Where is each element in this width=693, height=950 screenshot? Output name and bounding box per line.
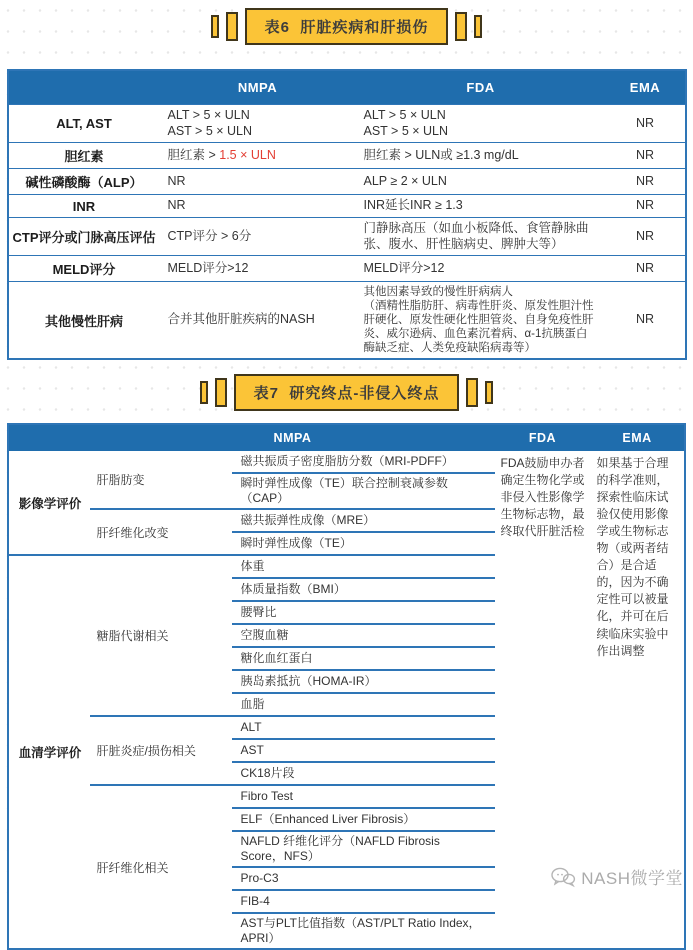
endpoint-item: 体质量指数（BMI） — [232, 578, 494, 601]
endpoint-item: NAFLD 纤维化评分（NAFLD Fibrosis Score，NFS） — [232, 831, 494, 867]
endpoint-item: CK18片段 — [232, 762, 494, 785]
table6-header-nmpa: NMPA — [160, 70, 356, 105]
table7-header-ema: EMA — [591, 424, 685, 451]
endpoint-item: 糖化血红蛋白 — [232, 647, 494, 670]
cell-ema: NR — [606, 105, 686, 143]
cell-ema: NR — [606, 169, 686, 195]
nash-logo-icon — [550, 866, 576, 888]
row-label: 其他慢性肝病 — [8, 282, 160, 360]
endpoint-item: Fibro Test — [232, 785, 494, 808]
table6-title-badge: 表6 肝脏疾病和肝损伤 — [245, 8, 449, 45]
endpoint-item: AST — [232, 739, 494, 762]
table7-header-empty — [8, 424, 90, 451]
badge-deco-bar — [455, 12, 467, 41]
endpoint-item: ALT — [232, 716, 494, 739]
cell-fda: ALP ≥ 2 × ULN — [356, 169, 606, 195]
table6-header-ema: EMA — [606, 70, 686, 105]
table7-header-fda: FDA — [495, 424, 591, 451]
table7-title-badge: 表7 研究终点-非侵入终点 — [234, 374, 460, 411]
table7-title-row — [0, 360, 693, 411]
cell-nmpa: 合并其他肝脏疾病的NASH — [160, 282, 356, 360]
table-row — [8, 217, 686, 255]
table6-liver-disease — [7, 69, 687, 360]
endpoint-item: 磁共振弹性成像（MRE） — [232, 509, 494, 532]
endpoint-item: 血脂 — [232, 693, 494, 716]
cell-nmpa: ALT > 5 × ULN AST > 5 × ULN — [160, 105, 356, 143]
table6-header-row — [8, 70, 686, 105]
endpoint-item: FIB-4 — [232, 890, 494, 913]
row-label: MELD评分 — [8, 256, 160, 282]
endpoint-item: Pro-C3 — [232, 867, 494, 890]
cell-nmpa: CTP评分 > 6分 — [160, 217, 356, 255]
group-label-imaging: 影像学评价 — [8, 451, 90, 555]
subgroup-label: 肝脂肪变 — [90, 451, 232, 509]
endpoint-item: 瞬时弹性成像（TE） — [232, 532, 494, 555]
endpoint-item: 胰岛素抵抗（HOMA-IR） — [232, 670, 494, 693]
row-label: 胆红素 — [8, 143, 160, 169]
watermark — [550, 864, 683, 889]
endpoint-item: 体重 — [232, 555, 494, 578]
table-row — [8, 256, 686, 282]
cell-fda: 胆红素 > ULN或 ≥1.3 mg/dL — [356, 143, 606, 169]
table-row — [8, 169, 686, 195]
row-label: CTP评分或门脉高压评估 — [8, 217, 160, 255]
cell-nmpa: NR — [160, 169, 356, 195]
table-row — [8, 143, 686, 169]
watermark-text: NASH微学堂 — [581, 869, 683, 888]
table-row — [8, 451, 684, 473]
cell-ema: NR — [606, 256, 686, 282]
cell-ema: NR — [606, 282, 686, 360]
row-label: INR — [8, 195, 160, 218]
table6-header-fda: FDA — [356, 70, 606, 105]
table6-header-empty — [8, 70, 160, 105]
subgroup-label: 糖脂代谢相关 — [90, 555, 232, 716]
cell-ema: NR — [606, 217, 686, 255]
cell-fda: 其他因素导致的慢性肝病病人 （酒精性脂肪肝、病毒性肝炎、原发性胆汁性肝硬化、原发性硬化性胆管炎、自身免疫性肝炎、威尔逊病、血色素沉着病、α-1抗胰蛋白酶缺乏症、人类免疫缺陷病毒等） — [356, 282, 606, 360]
subgroup-label: 肝纤维化改变 — [90, 509, 232, 555]
cell-fda: MELD评分>12 — [356, 256, 606, 282]
bilirubin-threshold-prefix: 胆红素 > — [167, 147, 220, 162]
endpoint-item: 空腹血糖 — [232, 624, 494, 647]
ema-note-cell: 如果基于合理的科学准则，探索性临床试验仅使用影像学或生物标志物（或两者结合）是合适的，因为不确定性可以被量化，并可在后续临床实验中作出调整 — [596, 456, 669, 658]
table-row — [8, 282, 686, 360]
cell-nmpa: NR — [160, 195, 356, 218]
table7-header-row — [8, 424, 684, 451]
endpoint-item: 瞬时弹性成像（TE）联合控制衰减参数（CAP） — [232, 473, 494, 509]
badge-deco-bar — [215, 378, 227, 407]
subgroup-label: 肝脏炎症/损伤相关 — [90, 716, 232, 785]
table7-header-nmpa: NMPA — [90, 424, 494, 451]
fda-note-cell: FDA鼓励申办者确定生物化学或非侵入性影像学生物标志物，最终取代肝脏活检 — [500, 456, 585, 539]
cell-ema: NR — [606, 195, 686, 218]
row-label: ALT, AST — [8, 105, 160, 143]
cell-ema: NR — [606, 143, 686, 169]
row-label: 碱性磷酸酶（ALP） — [8, 169, 160, 195]
cell-fda: 门静脉高压（如血小板降低、食管静脉曲张、腹水、肝性脑病史、脾肿大等） — [356, 217, 606, 255]
group-label-serology: 血清学评价 — [8, 555, 90, 949]
subgroup-label: 肝纤维化相关 — [90, 785, 232, 949]
table-row — [8, 195, 686, 218]
cell-nmpa: MELD评分>12 — [160, 256, 356, 282]
table-row — [8, 105, 686, 143]
bilirubin-threshold-highlight: 1.5 × ULN — [219, 147, 276, 162]
badge-deco-bar — [200, 381, 208, 404]
badge-deco-bar — [211, 15, 219, 38]
endpoint-item: ELF（Enhanced Liver Fibrosis） — [232, 808, 494, 831]
badge-deco-bar — [474, 15, 482, 38]
badge-deco-bar — [485, 381, 493, 404]
badge-deco-bar — [466, 378, 478, 407]
cell-fda: ALT > 5 × ULN AST > 5 × ULN — [356, 105, 606, 143]
endpoint-item: AST与PLT比值指数（AST/PLT Ratio Index，APRI） — [232, 913, 494, 949]
cell-fda: INR延长INR ≥ 1.3 — [356, 195, 606, 218]
table6-title-row — [0, 0, 693, 45]
cell-nmpa — [160, 143, 356, 169]
endpoint-item: 腰臀比 — [232, 601, 494, 624]
badge-deco-bar — [226, 12, 238, 41]
endpoint-item: 磁共振质子密度脂肪分数（MRI-PDFF） — [232, 451, 494, 473]
